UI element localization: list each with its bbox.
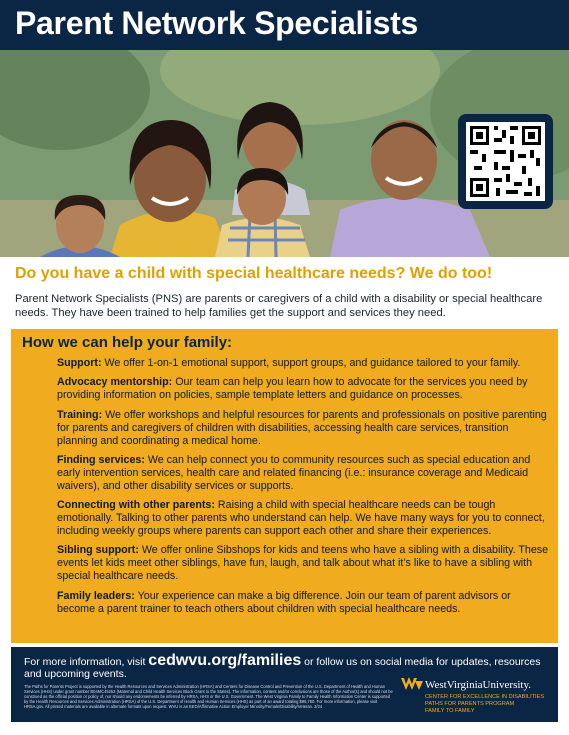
help-item-label: Support: — [57, 357, 102, 369]
help-item-sibling-support — [57, 544, 550, 583]
help-item-text: We offer online Sibshops for kids and teens who have a sibling with a disability. These events let kids meet other siblings, have fun, laugh, and talk about what it’s like to have a sibling with special healthcare needs. — [57, 544, 549, 583]
headline: Do you have a child with special healthcare needs? We do too! — [15, 265, 493, 282]
footer-fine-print: The Paths for Parents Project is supported by the Health Resources and Services Administration (HRSA) and Centers for Disease Control and Prevention of the U.S. Department of Health and Human Services (HHS) under grant number B04MC45252 (Maternal and Child Health Services Block Grant to the States). The information, content and/or conclusions are those of the Author(s) and should not be construed as the official position or policy of, nor should any endorsements be inferred by HRSA, HHS or the U.S. Government. The West Virginia Family to Family Health Information Center is supported by the Health Resources and Services Administration (HRSA) of the U.S. Department of Health and Human Services (HHS) as part of an award totaling $96,750. For more information, please visit HRSA.gov. All printed materials are available in alternate formats upon request. WVU is an EEO/Affirmative Action Employer Minority/Female/Disability/Veteran. 3/24 — [24, 684, 393, 710]
footer-url-link[interactable]: cedwvu.org/families — [148, 652, 302, 669]
footer-suffix: or follow us on social media for updates, resources and upcoming events. — [24, 656, 541, 680]
page-title: Parent Network Specialists — [15, 5, 419, 41]
help-item-label: Sibling support: — [57, 544, 139, 557]
footer-info — [24, 652, 546, 680]
help-item-text: We can help connect you to community resources such as special education and early intervention services, health care and related financing (i.e.: insurance coverage and Medicaid waivers), and other disability services or supports. — [57, 453, 531, 492]
help-list — [57, 357, 550, 622]
help-item-finding-services — [57, 454, 550, 493]
help-item-label: Finding services: — [57, 453, 145, 466]
help-item-text: We offer workshops and helpful resources for parents and professionals on positive parenting for parents and caregivers of children with disabilities, accessing health care services, transition planning and coordinating a medical home. — [57, 408, 547, 447]
intro-paragraph: Parent Network Specialists (PNS) are parents or caregivers of a child with a disability or special healthcare needs. They have been trained to help families get the support and services they need. — [15, 293, 543, 319]
footer — [11, 647, 558, 722]
university-name: WestVirginiaUniversity. — [425, 679, 531, 691]
center-line: CENTER FOR EXCELLENCE IN DISABILITIES — [425, 694, 545, 700]
center-lines — [425, 694, 544, 715]
help-item-label: Family leaders: — [57, 589, 135, 602]
family-photo — [0, 50, 569, 257]
center-line: FAMILY TO FAMILY — [425, 708, 475, 714]
help-item-text: We offer 1-on-1 emotional support, support groups, and guidance tailored to your family. — [101, 357, 521, 369]
header-banner — [0, 0, 569, 50]
qr-code-pattern — [466, 122, 545, 201]
center-line: PATHS FOR PARENTS PROGRAM — [425, 701, 515, 707]
help-box — [11, 329, 558, 643]
help-title: How we can help your family: — [22, 334, 233, 351]
footer-prefix: For more information, visit — [24, 656, 149, 668]
help-item-family-leaders — [57, 590, 550, 616]
qr-code-modules — [466, 122, 545, 201]
wvu-flying-wv-logo-icon — [401, 677, 423, 691]
help-item-text: Raising a child with special healthcare needs can be tough emotionally. Talking to other parents who understand can help. We have many ways for you to connect, including weekly groups where parents can support each other and share their experiences. — [57, 499, 545, 537]
help-item-support — [57, 357, 550, 370]
help-item-advocacy — [57, 376, 550, 402]
help-item-text: Our team can help you learn how to advocate for the services you need by providing information on policies, sample template letters and guidance on processes. — [57, 376, 528, 402]
help-item-label: Training: — [57, 408, 103, 421]
help-item-label: Connecting with other parents: — [57, 499, 215, 512]
help-item-text: Your experience can make a big difference. Join our team of parent advisors or become a parent trainer to teach others about children with special healthcare needs. — [57, 589, 511, 615]
qr-code-icon[interactable] — [458, 114, 553, 209]
help-item-training — [57, 409, 550, 448]
help-item-label: Advocacy mentorship: — [57, 376, 173, 389]
help-item-connecting — [57, 499, 550, 538]
